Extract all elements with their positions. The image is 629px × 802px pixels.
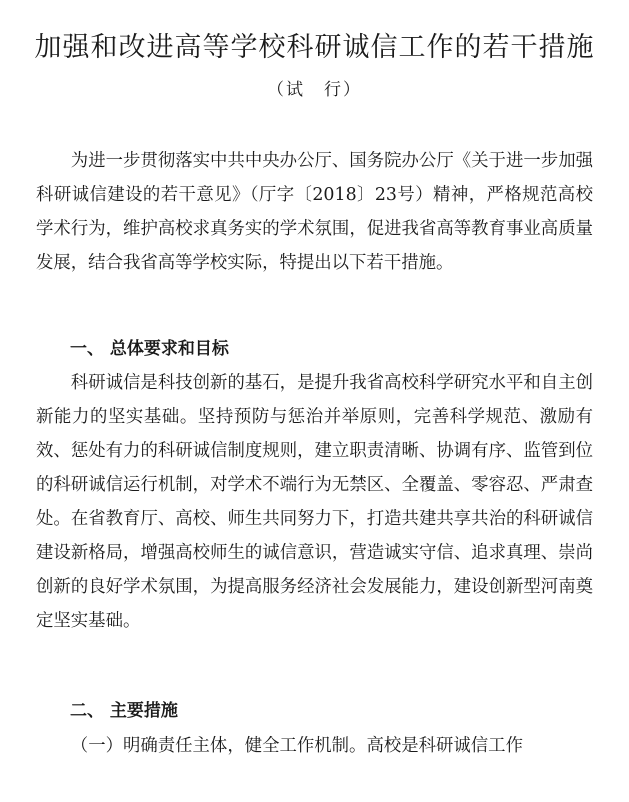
section2-sub1-paragraph: （一）明确责任主体，健全工作机制。高校是科研诚信工作 (70, 736, 523, 756)
section-heading-main-measures: 二、 主要措施 (70, 701, 178, 721)
intro-paragraph: 为进一步贯彻落实中共中央办公厅、国务院办公厅《关于进一步加强科研诚信建设的若干意见》（厅字〔2018〕23号）精神，严格规范高校学术行为，维护高校求真务实的学术氛围，促进我省高等教育事业高质量发展，结合我省高等学校实际，特提出以下若干措施。 (36, 151, 593, 273)
section1-paragraph: 科研诚信是科技创新的基石，是提升我省高校科学研究水平和自主创新能力的坚实基础。坚持预防与惩治并举原则，完善科学规范、激励有效、惩处有力的科研诚信制度规则，建立职责清晰、协调有序、监管到位的科研诚信运行机制，对学术不端行为无禁区、全覆盖、零容忍、严肃查处。在省教育厅、高校、师生共同努力下，打造共建共享共治的科研诚信建设新格局，增强高校师生的诚信意识，营造诚实守信、追求真理、崇尚创新的良好学术氛围，为提高服务经济社会发展能力，建设创新型河南奠定坚实基础。 (36, 373, 593, 631)
document-title: 加强和改进高等学校科研诚信工作的若干措施 (34, 32, 595, 63)
document-subtitle: （试 行） (267, 80, 362, 100)
section-heading-overall-requirements: 一、 总体要求和目标 (70, 339, 229, 359)
